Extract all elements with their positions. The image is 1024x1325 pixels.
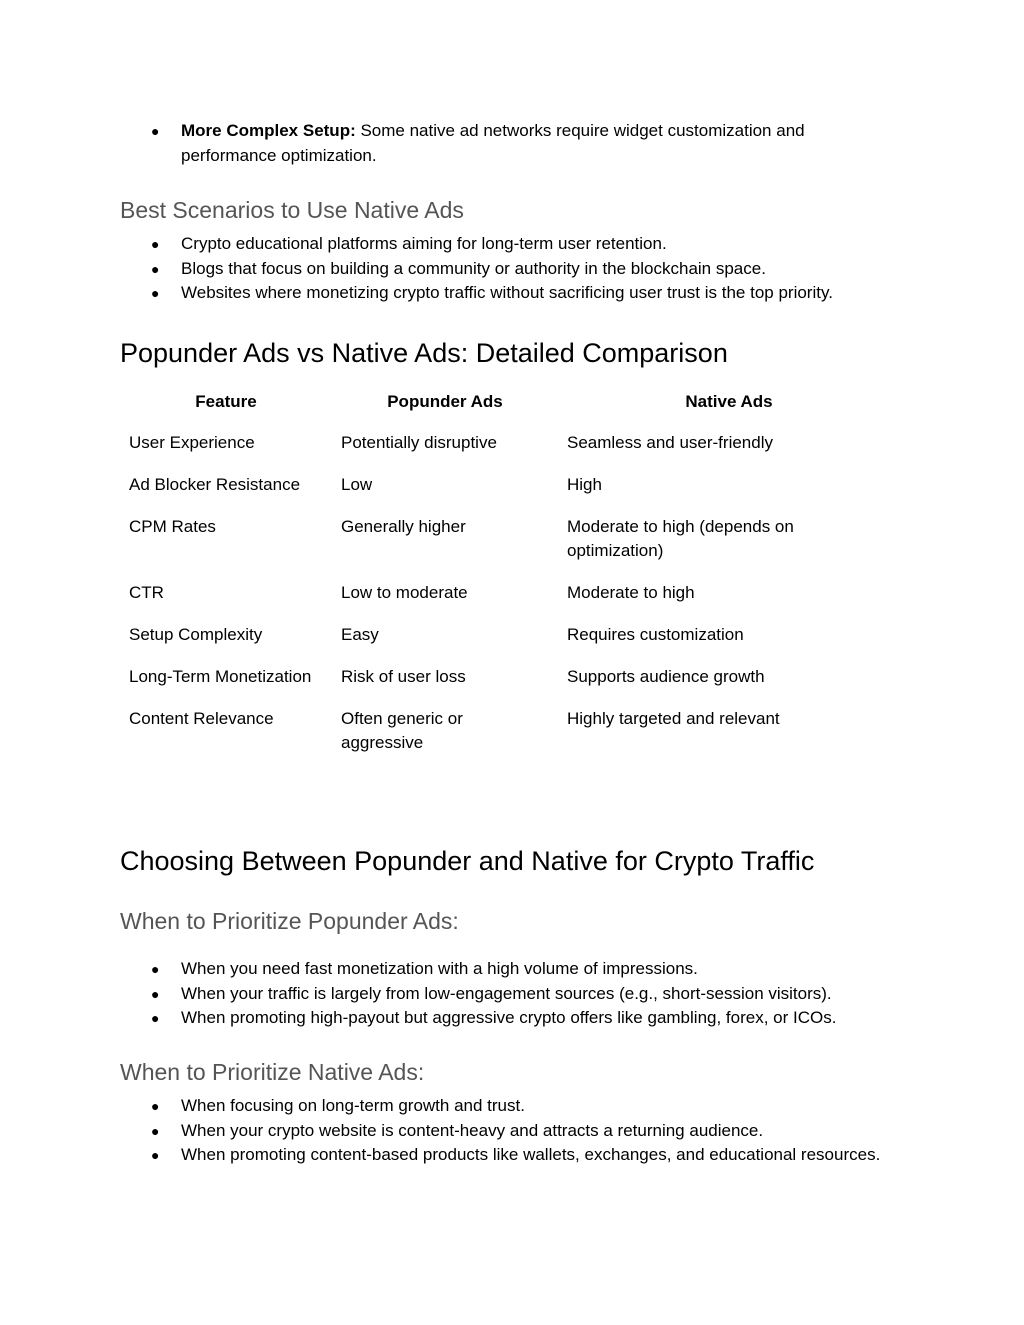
table-cell: Moderate to high (depends on optimization) <box>567 517 794 560</box>
list-item <box>0 1143 1024 1168</box>
list-item-bold: More Complex Setup: <box>181 121 356 140</box>
table-cell: CPM Rates <box>129 517 216 536</box>
table-cell: Ad Blocker Resistance <box>129 475 301 494</box>
list-item <box>0 982 1024 1007</box>
list-item <box>0 232 1024 257</box>
list-item-text: When promoting high-payout but aggressive crypto offers like gambling, forex, or ICOs. <box>181 1008 837 1027</box>
choosing-heading: Choosing Between Popunder and Native for Crypto Traffic <box>120 846 815 876</box>
table-cell: Content Relevance <box>129 709 274 728</box>
list-item <box>0 1006 1024 1031</box>
bullet-icon: ● <box>151 985 160 1002</box>
table-row <box>120 422 900 464</box>
bullet-icon: ● <box>151 1122 160 1139</box>
table-cell: Risk of user loss <box>341 667 466 686</box>
table-cell: Moderate to high <box>567 583 695 602</box>
comparison-table <box>120 386 900 764</box>
list-item-text: Some native ad networks require widget customization and performance optimization. <box>181 121 805 165</box>
list-item-text: When you need fast monetization with a high volume of impressions. <box>181 959 698 978</box>
list-item-text: Websites where monetizing crypto traffic without sacrificing user trust is the top priority. <box>181 283 833 302</box>
table-row <box>120 698 900 764</box>
bullet-icon: ● <box>151 285 160 301</box>
table-row <box>120 614 900 656</box>
table-row <box>120 572 900 614</box>
list-item-text: When your crypto website is content-heavy and attracts a returning audience. <box>181 1120 764 1140</box>
list-item-text: When your traffic is largely from low-engagement sources (e.g., short-session visitors). <box>181 983 832 1003</box>
popunder-priority-list <box>0 957 1024 1031</box>
column-header-feature: Feature <box>195 392 257 411</box>
list-item <box>0 281 1024 306</box>
bullet-icon: ● <box>151 123 160 139</box>
table-cell: Requires customization <box>567 625 744 644</box>
bullet-icon: ● <box>151 260 160 277</box>
table-cell: Seamless and user-friendly <box>567 433 773 452</box>
table-row <box>120 464 900 506</box>
table-cell: Low to moderate <box>341 583 468 602</box>
list-item <box>0 257 1024 282</box>
table-cell: CTR <box>129 583 164 602</box>
list-item <box>0 119 1024 168</box>
bullet-icon: ● <box>151 1098 160 1114</box>
table-cell: Generally higher <box>341 517 466 536</box>
bullet-icon: ● <box>151 961 160 977</box>
comparison-heading: Popunder Ads vs Native Ads: Detailed Comparison <box>120 338 728 368</box>
list-item-text: When focusing on long-term growth and trust. <box>181 1096 525 1115</box>
table-cell: Setup Complexity <box>129 625 263 644</box>
column-header-native: Native Ads <box>685 392 773 411</box>
table-header-row <box>120 386 900 422</box>
best-scenarios-list <box>0 232 1024 306</box>
table-cell: Highly targeted and relevant <box>567 709 780 728</box>
best-scenarios-heading: Best Scenarios to Use Native Ads <box>120 197 464 223</box>
list-item <box>0 1094 1024 1119</box>
list-item-text: Blogs that focus on building a community or authority in the blockchain space. <box>181 258 766 278</box>
table-row <box>120 656 900 698</box>
bullet-icon: ● <box>151 1010 160 1026</box>
table-cell: Low <box>341 475 373 494</box>
table-cell: Easy <box>341 625 379 644</box>
bullet-icon: ● <box>151 236 160 252</box>
table-cell: Potentially disruptive <box>341 433 497 452</box>
table-cell: High <box>567 475 602 494</box>
table-cell: User Experience <box>129 433 255 452</box>
list-item <box>0 957 1024 982</box>
bullet-icon: ● <box>151 1147 160 1163</box>
table-row <box>120 506 900 572</box>
top-bullet-list <box>0 119 1024 168</box>
table-cell: Often generic or aggressive <box>341 709 463 752</box>
list-item-text: When promoting content-based products like wallets, exchanges, and educational resources. <box>181 1145 881 1164</box>
native-priority-list <box>0 1094 1024 1168</box>
popunder-priority-heading: When to Prioritize Popunder Ads: <box>120 908 459 934</box>
native-priority-heading: When to Prioritize Native Ads: <box>120 1059 425 1085</box>
list-item <box>0 1119 1024 1144</box>
list-item-text: Crypto educational platforms aiming for long-term user retention. <box>181 234 667 253</box>
table-cell: Supports audience growth <box>567 667 765 686</box>
table-cell: Long-Term Monetization <box>129 667 312 686</box>
column-header-popunder: Popunder Ads <box>387 392 503 411</box>
